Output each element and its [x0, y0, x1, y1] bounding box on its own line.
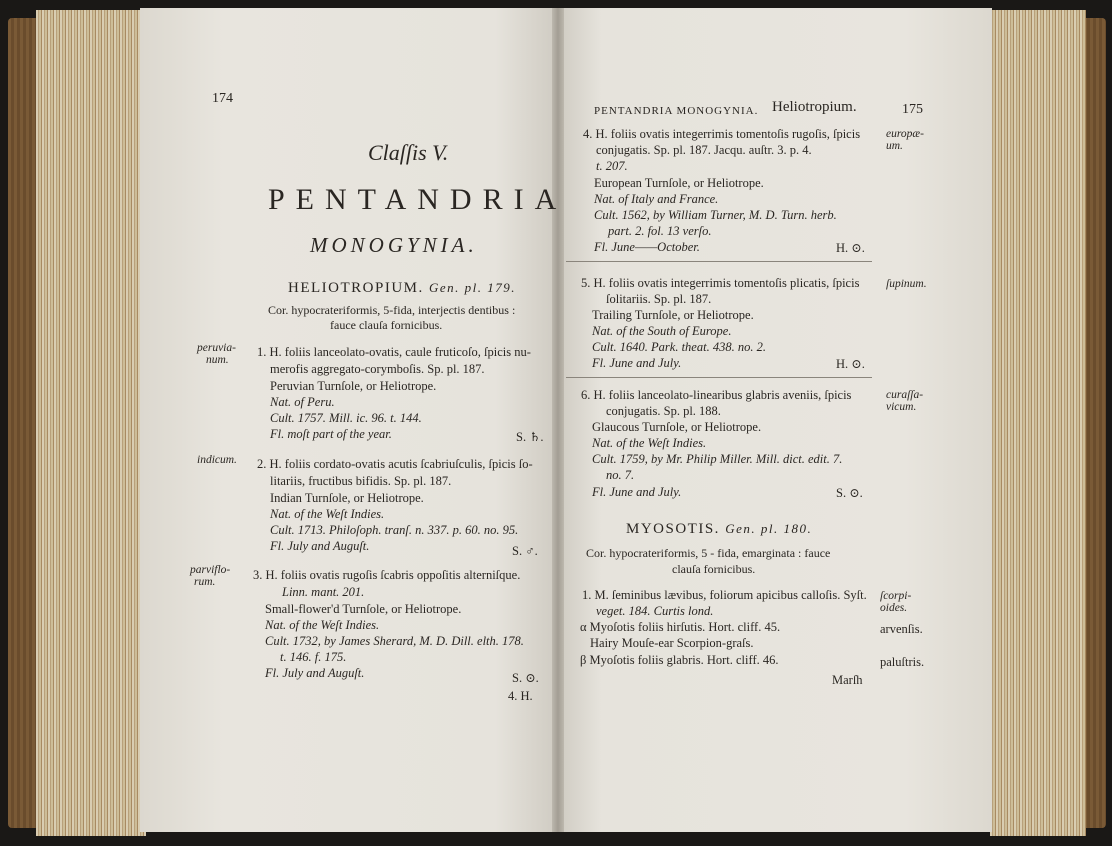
- entry-line: Fl. June and July.: [592, 485, 682, 499]
- entry-line: European Turnſole, or Heliotrope.: [594, 176, 764, 190]
- genus-name-text: MYOSOTIS.: [626, 521, 720, 537]
- life-sign: H. ⊙.: [836, 241, 865, 255]
- variety-beta: β Myoſotis foliis glabris. Hort. cliff. 46.: [580, 653, 779, 667]
- entry-line: 1. M. ſeminibus lævibus, foliorum apicibus calloſis. Syſt.: [582, 588, 867, 602]
- genus-name: [626, 522, 812, 536]
- margin-name: num.: [206, 354, 229, 366]
- entry-line: 2. H. foliis cordato-ovatis acutis ſcabriuſculis, ſpicis ſo-: [257, 457, 533, 471]
- entry-line: Fl. June——October.: [594, 240, 700, 254]
- divider-rule: [566, 261, 872, 262]
- genus-character-2: fauce clauſa fornicibus.: [330, 318, 443, 332]
- genus-name: [288, 281, 516, 295]
- entry-line: conjugatis. Sp. pl. 188.: [606, 404, 721, 418]
- life-sign: S. ♂.: [512, 544, 538, 558]
- entry-line: Cult. 1732, by James Sherard, M. D. Dill. elth. 178.: [265, 634, 524, 648]
- margin-name: oides.: [880, 602, 908, 614]
- entry-line: t. 146. f. 175.: [280, 650, 347, 664]
- page-number-left: 174: [212, 91, 233, 106]
- variety-alpha-name: arvenſis.: [880, 622, 923, 636]
- page-edges-left: [36, 10, 146, 836]
- entry-line: 1. H. foliis lanceolato-ovatis, caule fruticoſo, ſpicis nu-: [257, 345, 531, 359]
- entry-line: 6. H. foliis lanceolato-linearibus glabris aveniis, ſpicis: [581, 388, 852, 402]
- page-title: PENTANDRIA: [268, 183, 568, 216]
- entry-line: part. 2. fol. 13 verſo.: [608, 224, 712, 238]
- margin-name: europæ-: [886, 128, 924, 140]
- margin-name: curaſſa-: [886, 389, 924, 401]
- entry-line: t. 207.: [596, 159, 628, 173]
- entry-line: veget. 184. Curtis lond.: [596, 604, 714, 618]
- entry-line: Glaucous Turnſole, or Heliotrope.: [592, 420, 762, 434]
- entry-line: Fl. moſt part of the year.: [270, 427, 392, 441]
- entry-line: Trailing Turnſole, or Heliotrope.: [592, 308, 754, 322]
- entry-line: Peruvian Turnſole, or Heliotrope.: [270, 379, 437, 393]
- margin-name: peruvia-: [197, 342, 236, 354]
- variety-beta-name: paluſtris.: [880, 655, 925, 669]
- variety-alpha-common: Hairy Mouſe-ear Scorpion-graſs.: [590, 636, 754, 650]
- catchword: 4. H.: [508, 689, 533, 703]
- entry-line: Nat. of the Weſt Indies.: [592, 436, 707, 450]
- margin-name: vicum.: [886, 401, 917, 413]
- entry-line: no. 7.: [606, 468, 635, 482]
- entry-line: Nat. of Italy and France.: [594, 192, 719, 206]
- margin-name: ſupinum.: [886, 278, 927, 290]
- margin-name: um.: [886, 140, 903, 152]
- entry-line: conjugatis. Sp. pl. 187. Jacqu. auſtr. 3. p. 4.: [596, 143, 812, 157]
- margin-name: indicum.: [197, 454, 237, 466]
- entry-line: ſolitariis. Sp. pl. 187.: [606, 292, 712, 306]
- life-sign: S. ♄.: [516, 430, 544, 444]
- entry-line: Nat. of the Weſt Indies.: [265, 618, 380, 632]
- margin-name: parviflo-: [190, 564, 231, 576]
- page-edges-right: [990, 10, 1086, 836]
- entry-line: Indian Turnſole, or Heliotrope.: [270, 491, 424, 505]
- entry-line: Nat. of the Weſt Indies.: [270, 507, 385, 521]
- entry-line: Cult. 1562, by William Turner, M. D. Turn. herb.: [594, 208, 837, 222]
- entry-line: Small-flower'd Turnſole, or Heliotrope.: [265, 602, 462, 616]
- running-head: PENTANDRIA MONOGYNIA.: [594, 105, 759, 117]
- genus-ref: Gen. pl. 179.: [429, 280, 517, 295]
- entry-line: Linn. mant. 201.: [282, 585, 365, 599]
- genus-character-1: Cor. hypocrateriformis, 5-fida, interjectis dentibus :: [268, 303, 516, 317]
- catchword: Marſh: [832, 673, 863, 687]
- entry-line: Nat. of Peru.: [270, 395, 335, 409]
- book-gutter: [552, 8, 564, 832]
- running-genus: Heliotropium.: [772, 99, 857, 115]
- margin-name: rum.: [194, 576, 216, 588]
- entry-line: Fl. June and July.: [592, 356, 682, 370]
- entry-line: Fl. July and Auguſt.: [265, 666, 365, 680]
- entry-line: Cult. 1759, by Mr. Philip Miller. Mill. dict. edit. 7.: [592, 452, 843, 466]
- entry-line: litariis, fructibus bifidis. Sp. pl. 187.: [270, 474, 452, 488]
- variety-alpha: α Myoſotis foliis hirſutis. Hort. cliff. 45.: [580, 620, 781, 634]
- genus-character-1: Cor. hypocrateriformis, 5 - fida, emarginata : fauce: [586, 546, 831, 560]
- entry-line: Fl. July and Auguſt.: [270, 539, 370, 553]
- life-sign: H. ⊙.: [836, 357, 865, 371]
- entry-line: 4. H. foliis ovatis integerrimis tomentoſis rugoſis, ſpicis: [583, 127, 861, 141]
- genus-name-text: HELIOTROPIUM.: [288, 280, 424, 296]
- margin-name: ſcorpi-: [880, 590, 912, 602]
- page-subtitle: MONOGYNIA.: [310, 233, 478, 257]
- entry-line: Cult. 1757. Mill. ic. 96. t. 144.: [270, 411, 422, 425]
- entry-line: Cult. 1640. Park. theat. 438. no. 2.: [592, 340, 766, 354]
- page-number-right: 175: [902, 102, 923, 117]
- entry-line: Cult. 1713. Philoſoph. tranſ. n. 337. p. 60. no. 95.: [270, 523, 519, 537]
- life-sign: S. ⊙.: [512, 671, 539, 685]
- genus-character-2: clauſa fornicibus.: [672, 562, 756, 576]
- divider-rule: [566, 377, 872, 378]
- entry-line: 5. H. foliis ovatis integerrimis tomentoſis plicatis, ſpicis: [581, 276, 860, 290]
- entry-line: merofis aggregato-corymboſis. Sp. pl. 187.: [270, 362, 485, 376]
- life-sign: S. ⊙.: [836, 486, 863, 500]
- classis-heading: Claſſis V.: [368, 140, 449, 165]
- entry-line: Nat. of the South of Europe.: [592, 324, 732, 338]
- entry-line: 3. H. foliis ovatis rugoſis ſcabris oppoſitis alterniſque.: [253, 568, 521, 582]
- genus-ref: Gen. pl. 180.: [725, 521, 813, 536]
